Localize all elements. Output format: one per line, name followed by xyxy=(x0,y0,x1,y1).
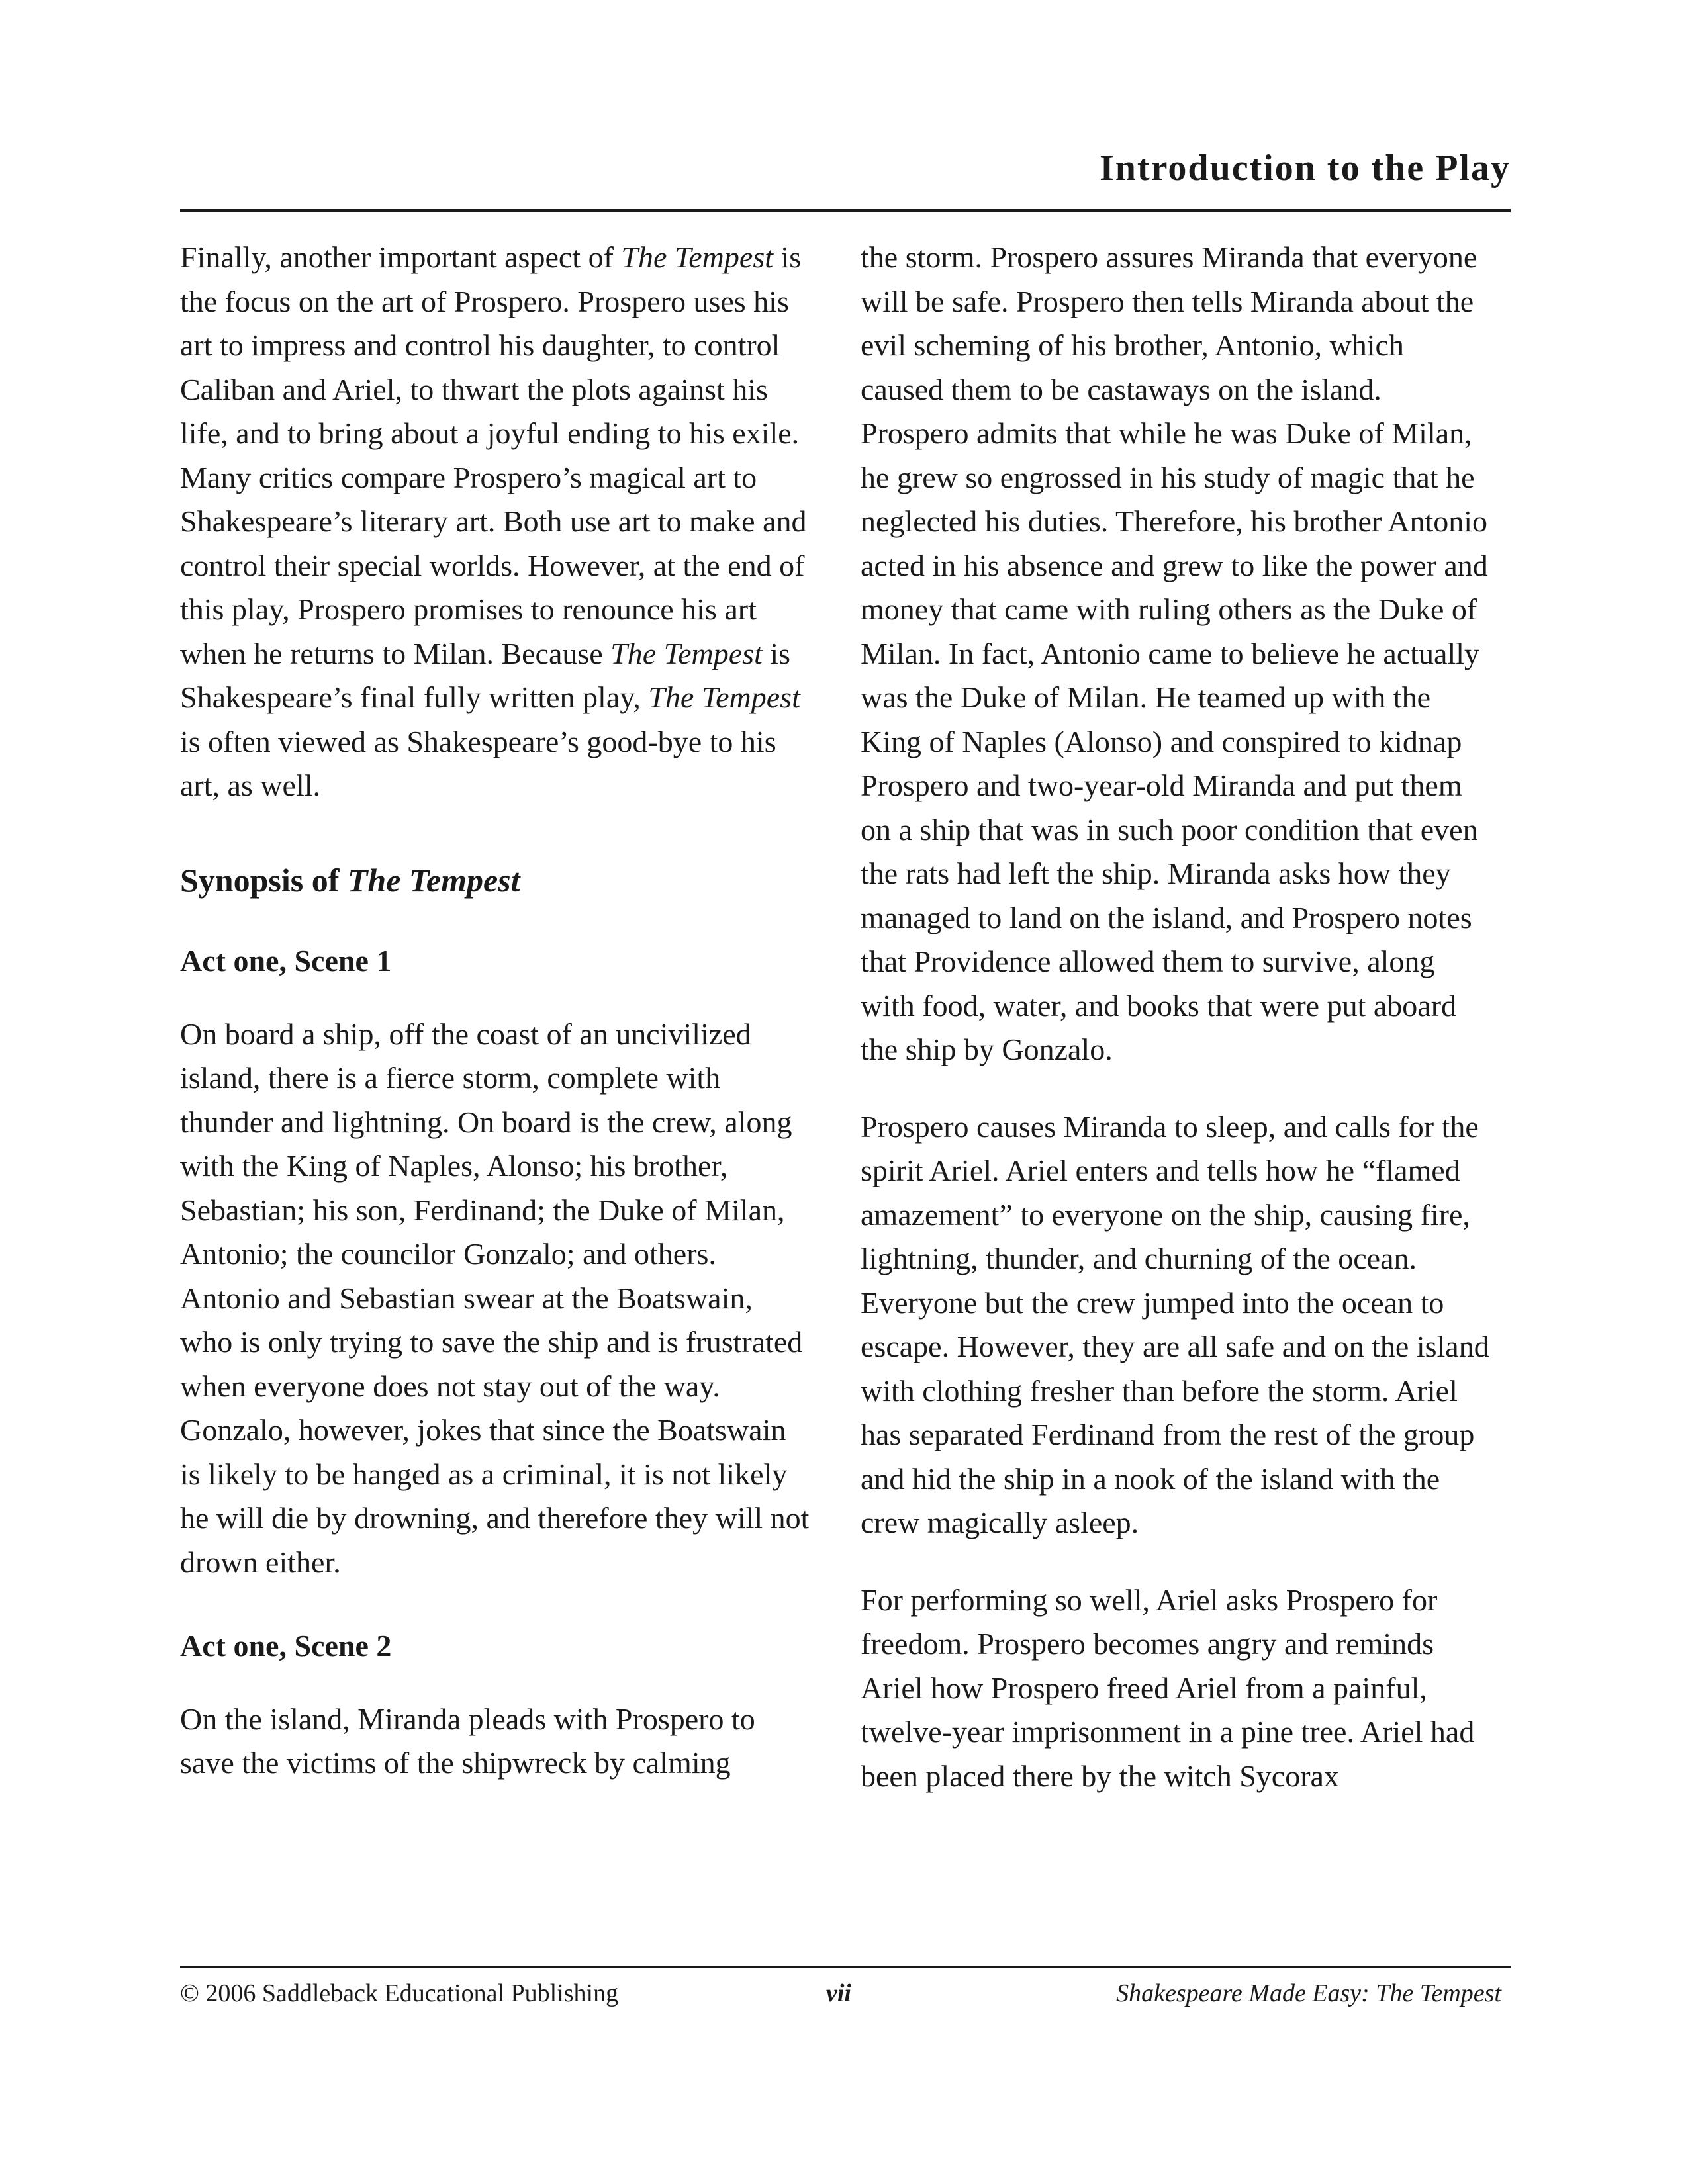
header-rule xyxy=(180,209,1511,212)
right-paragraph-2: Prospero causes Miranda to sleep, and calls for the spirit Ariel. Ariel enters and tells how he “flamed amazement” to everyone on the ship, causing fire, lightning, thunder, and churning of the ocean. Everyone but the crew jumped into the ocean to escape. However, they are all safe and on the island with clothing fresher than before the storm. Ariel has separated Ferdinand from the rest of the group and hid the ship in a nook of the island with the crew magically asleep. xyxy=(861,1109,1489,1539)
play-title-italic: The Tempest xyxy=(621,240,774,274)
scene1-paragraph: On board a ship, off the coast of an uncivilized island, there is a fierce storm, complete with thunder and lightning. On board is the crew, along with the King of Naples, Alonso; his brother, Sebastian; his son, Ferdinand; the Duke of Milan, Antonio; the councilor Gonzalo; and others. Antonio and Sebastian swear at the Boatswain, who is only trying to save the ship and is frustrated when everyone does not stay out of the way. Gonzalo, however, jokes that since the Boatswain is likely to be hanged as a criminal, it is not likely he will die by drowning, and therefore they will not drown either. xyxy=(180,1017,810,1579)
footer-page-number: vii xyxy=(826,1979,851,2007)
footer-book-title: Shakespeare Made Easy: The Tempest xyxy=(1116,1979,1501,2007)
page-header-title: Introduction to the Play xyxy=(1100,148,1511,189)
left-column xyxy=(180,236,812,1786)
right-column xyxy=(861,236,1493,1798)
right-paragraph-3: For performing so well, Ariel asks Prospero for freedom. Prospero becomes angry and reminds Ariel how Prospero freed Ariel from a painful, twelve-year imprisonment in a pine tree. Ariel had been placed there by the witch Sycorax xyxy=(861,1582,1475,1793)
footer-rule xyxy=(180,1966,1511,1968)
play-title-italic: The Tempest xyxy=(610,636,763,670)
scene2-paragraph: On the island, Miranda pleads with Prospero to save the victims of the shipwreck by calming xyxy=(180,1702,755,1780)
play-title-italic: The Tempest xyxy=(648,680,800,714)
synopsis-heading: Synopsis of The Tempest xyxy=(180,861,520,899)
scene2-heading: Act one, Scene 2 xyxy=(180,1629,392,1662)
right-paragraph-1: the storm. Prospero assures Miranda that everyone will be safe. Prospero then tells Miranda about the evil scheming of his brother, Antonio, which caused them to be castaways on the island. Prospero admits that while he was Duke of Milan, he grew so engrossed in his study of magic that he neglected his duties. Therefore, his brother Antonio acted in his absence and grew to like the power and money that came with ruling others as the Duke of Milan. In fact, Antonio came to believe he actually was the Duke of Milan. He teamed up with the King of Naples (Alonso) and conspired to kidnap Prospero and two-year-old Miranda and put them on a ship that was in such poor condition that even the rats had left the ship. Miranda asks how they managed to land on the island, and Prospero notes that Providence allowed them to survive, along with food, water, and books that were put aboard the ship by Gonzalo. xyxy=(861,240,1488,1066)
intro-paragraph: Finally, another important aspect of The Tempest is the focus on the art of Prospero. Prospero uses his art to impress and control his daughter, to control Caliban and Ariel, to thwart the plots against his life, and to bring about a joyful ending to his exile. Many critics compare Prospero’s magical art to Shakespeare’s literary art. Both use art to make and control their special worlds. However, at the end of this play, Prospero promises to renounce his art when he returns to Milan. Because The Tempest is Shakespeare’s final fully written play, The Tempest is often viewed as Shakespeare’s good-bye to his art, as well. xyxy=(180,240,807,802)
scene1-heading: Act one, Scene 1 xyxy=(180,944,392,978)
footer-copyright: © 2006 Saddleback Educational Publishing xyxy=(180,1979,619,2007)
